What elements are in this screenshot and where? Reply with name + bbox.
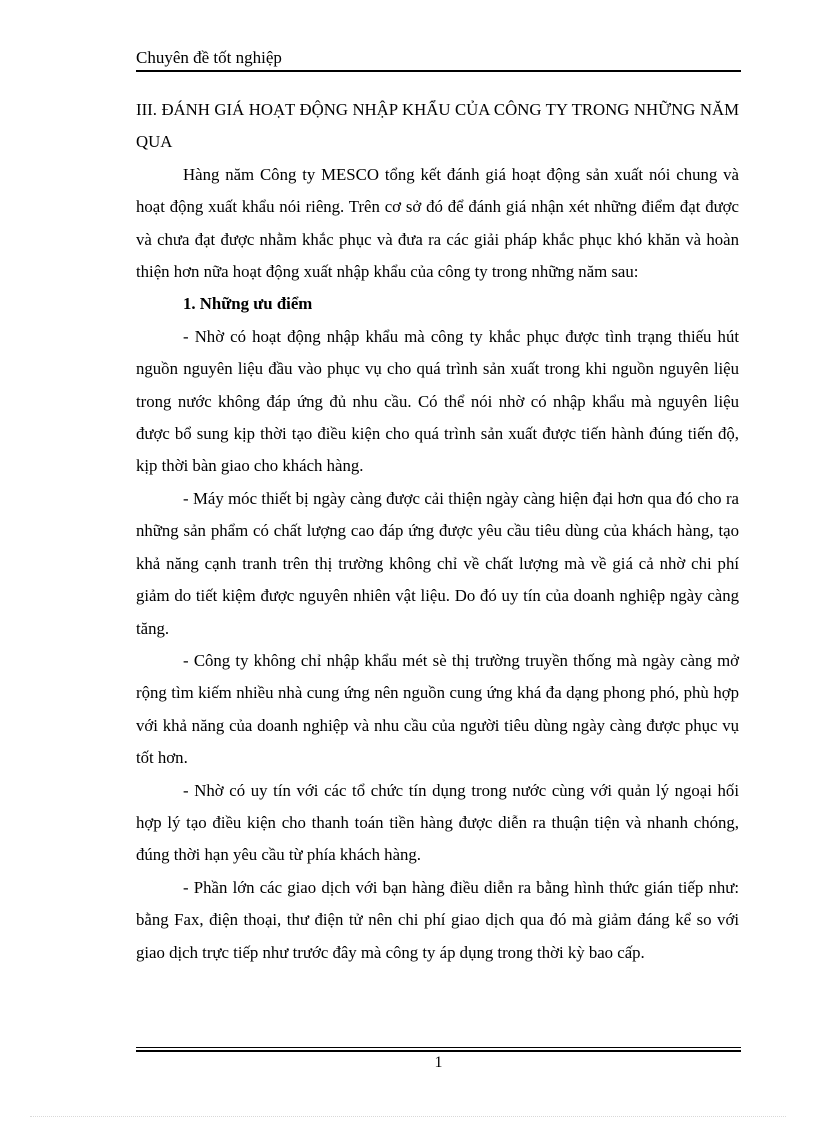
subheading: 1. Những ưu điểm: [183, 294, 313, 314]
header-rule: [136, 70, 741, 72]
intro-paragraph: Hàng năm Công ty MESCO tổng kết đánh giá hoạt động sản xuất nói chung và hoạt động xuất khẩu nói riêng. Trên cơ sở đó để đánh giá nhận xét những điểm đạt được và chưa đạt được nhằm khắc phục và đưa ra các giải pháp khắc phục khó khăn và hoàn thiện hơn nữa hoạt động xuất nhập khẩu của công ty trong những năm sau:: [136, 164, 739, 282]
page-content: [136, 94, 739, 969]
body-paragraph: - Nhờ có uy tín với các tổ chức tín dụng trong nước cùng với quản lý ngoại hối hợp lý tạo điều kiện cho thanh toán tiền hàng được diễn ra thuận tiện và nhanh chóng, đúng thời hạn yêu cầu từ phía khách hàng.: [136, 780, 739, 865]
running-header: Chuyên đề tốt nghiệp: [136, 48, 282, 67]
body-paragraph: - Phần lớn các giao dịch với bạn hàng điều diễn ra bằng hình thức gián tiếp như: bằng Fax, điện thoại, thư điện tử nên chi phí giao dịch qua đó mà giảm đáng kể so với giao dịch trực tiếp như trước đây mà công ty áp dụng trong thời kỳ bao cấp.: [136, 877, 739, 962]
page-edge-dotted-line: [30, 1116, 786, 1117]
footer-rule: [136, 1047, 741, 1048]
body-paragraph: - Máy móc thiết bị ngày càng được cải thiện ngày càng hiện đại hơn qua đó cho ra những sản phẩm có chất lượng cao đáp ứng được yêu cầu tiêu dùng của khách hàng, tạo khả năng cạnh tranh trên thị trường không chỉ về chất lượng mà về giá cả nhờ chi phí giảm do tiết kiệm được nguyên nhiên vật liệu. Do đó uy tín của doanh nghiệp ngày càng tăng.: [136, 488, 739, 638]
body-paragraph: - Công ty không chỉ nhập khẩu mét sè thị trường truyền thống mà ngày càng mở rộng tìm kiếm nhiều nhà cung ứng nên nguồn cung ứng khá đa dạng phong phó, phù hợp với khả năng của doanh nghiệp và nhu cầu của người tiêu dùng ngày càng được phục vụ tốt hơn.: [136, 650, 739, 768]
section-title: III. ĐÁNH GIÁ HOẠT ĐỘNG NHẬP KHẨU CỦA CÔNG TY TRONG NHỮNG NĂM QUA: [136, 100, 739, 152]
body-paragraph: - Nhờ có hoạt động nhập khẩu mà công ty khắc phục được tình trạng thiếu hút nguồn nguyên liệu đầu vào phục vụ cho quá trình sản xuất trong khi nguồn nguyên liệu trong nước không đáp ứng đủ nhu cầu. Có thể nói nhờ có nhập khẩu mà nguyên liệu được bổ sung kịp thời tạo điều kiện cho quá trình sản xuất được tiến hành đúng tiến độ, kịp thời bàn giao cho khách hàng.: [136, 326, 739, 476]
page-number: 1: [434, 1054, 443, 1071]
